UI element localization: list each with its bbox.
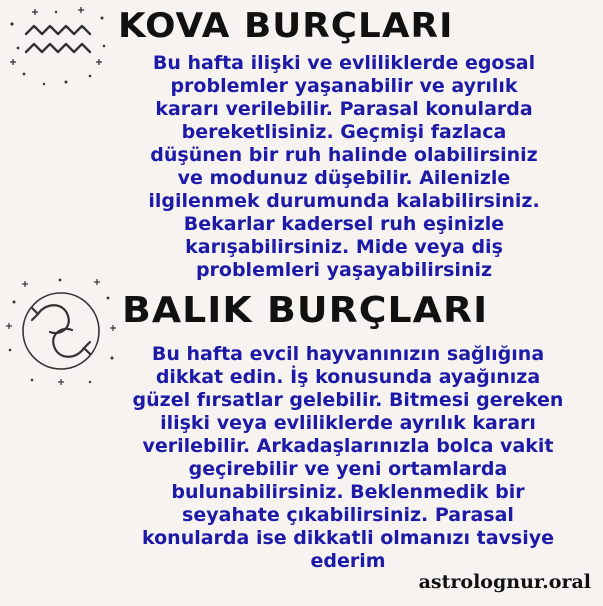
balik-line: bulunabilirsiniz. Beklenmedik bir: [171, 481, 525, 503]
balik-line: seyahate çıkabilirsiniz. Parasal: [182, 504, 514, 526]
kova-line: Bekarlar kadersel ruh eşinizle: [183, 213, 505, 235]
kova-line: ve modunuz düşebilir. Ailenizle: [177, 167, 511, 189]
balik-heading: BALIK BURÇLARI: [122, 290, 489, 331]
kova-line: Bu hafta ilişki ve evliliklerde egosal: [152, 52, 536, 74]
watermark: astrolognur.oral: [418, 571, 591, 593]
kova-line: problemler yaşanabilir ve ayrılık: [170, 75, 518, 97]
balik-line: Bu hafta evcil hayvanınızın sağlığına: [151, 343, 545, 365]
kova-line: düşünen bir ruh halinde olabilirsiniz: [150, 144, 538, 166]
balik-line: ederim: [310, 550, 386, 572]
kova-heading: KOVA BURÇLARI: [118, 6, 454, 46]
kova-paragraph: [110, 52, 578, 282]
balik-line: güzel fırsatlar gelebilir. Bitmesi gereken: [132, 389, 564, 411]
aquarius-symbol-icon: [4, 4, 112, 92]
balik-line: verilebilir. Arkadaşlarınızla bolca vakit: [142, 435, 554, 457]
balik-line: dikkat edin. İş konusunda ayağınıza: [155, 366, 541, 388]
kova-line: bereketlisiniz. Geçmişi fazlaca: [181, 121, 507, 143]
kova-line: problemleri yaşayabilirsiniz: [195, 259, 493, 281]
balik-line: ilişki veya evliliklerde ayrılık kararı: [160, 412, 536, 434]
kova-line: kararı verilebilir. Parasal konularda: [155, 98, 533, 120]
balik-line: geçirebilir ve yeni ortamlarda: [188, 458, 508, 480]
balik-paragraph: [96, 343, 600, 573]
kova-line: karışabilirsiniz. Mide veya diş: [185, 236, 503, 258]
balik-line: konularda ise dikkatli olmanızı tavsiye: [141, 527, 555, 549]
kova-line: ilgilenmek durumunda kalabilirsiniz.: [148, 190, 540, 212]
